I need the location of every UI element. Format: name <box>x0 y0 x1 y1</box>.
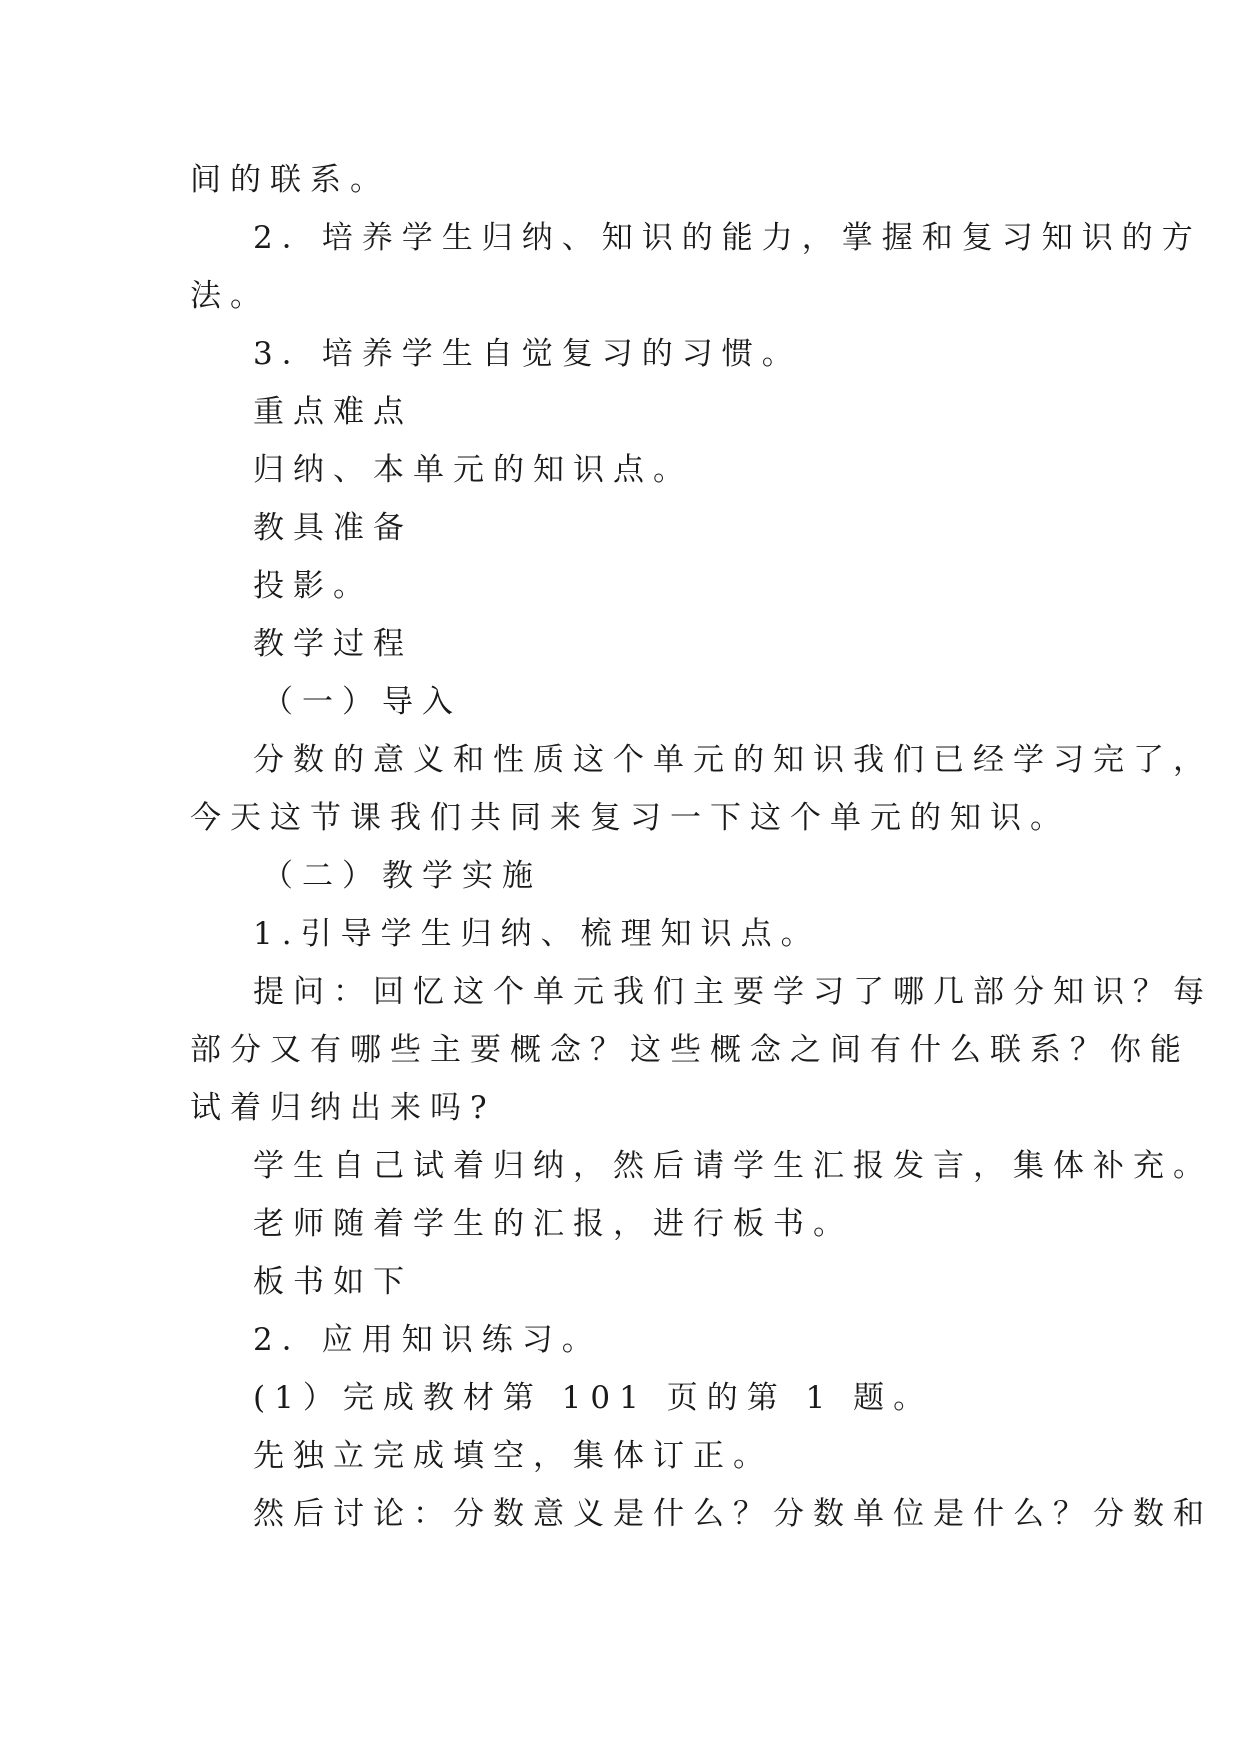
text-line: 3．培养学生自觉复习的习惯。 <box>253 336 802 372</box>
text-line: 2．应用知识练习。 <box>253 1322 602 1358</box>
section-heading: 教学过程 <box>253 626 413 662</box>
text-line: 然后讨论：分数意义是什么？分数单位是什么？分数和 <box>253 1496 1213 1532</box>
text-line: 今天这节课我们共同来复习一下这个单元的知识。 <box>190 800 1070 836</box>
text-line: 1.引导学生归纳、梳理知识点。 <box>253 916 821 952</box>
text-line: 板书如下 <box>253 1264 413 1300</box>
section-heading: 重点难点 <box>253 394 413 430</box>
text-line: 学生自己试着归纳，然后请学生汇报发言，集体补充。 <box>253 1148 1213 1184</box>
subsection-heading: （一）导入 <box>262 684 462 720</box>
subsection-heading: （二）教学实施 <box>262 858 542 894</box>
text-line: 2．培养学生归纳、知识的能力，掌握和复习知识的方 <box>253 220 1202 256</box>
text-line: 法。 <box>190 278 270 314</box>
text-line: 归纳、本单元的知识点。 <box>253 452 693 488</box>
text-line: (1）完成教材第 101 页的第 1 题。 <box>253 1380 934 1416</box>
text-line: 提问：回忆这个单元我们主要学习了哪几部分知识？每 <box>253 974 1213 1010</box>
text-line: 投影。 <box>253 568 373 604</box>
text-line: 老师随着学生的汇报，进行板书。 <box>253 1206 853 1242</box>
section-heading: 教具准备 <box>253 510 413 546</box>
text-line: 试着归纳出来吗? <box>190 1090 496 1126</box>
text-line: 间的联系。 <box>190 162 390 198</box>
text-line: 分数的意义和性质这个单元的知识我们已经学习完了， <box>253 742 1213 778</box>
text-line: 先独立完成填空，集体订正。 <box>253 1438 773 1474</box>
text-line: 部分又有哪些主要概念？这些概念之间有什么联系？你能 <box>190 1032 1190 1068</box>
